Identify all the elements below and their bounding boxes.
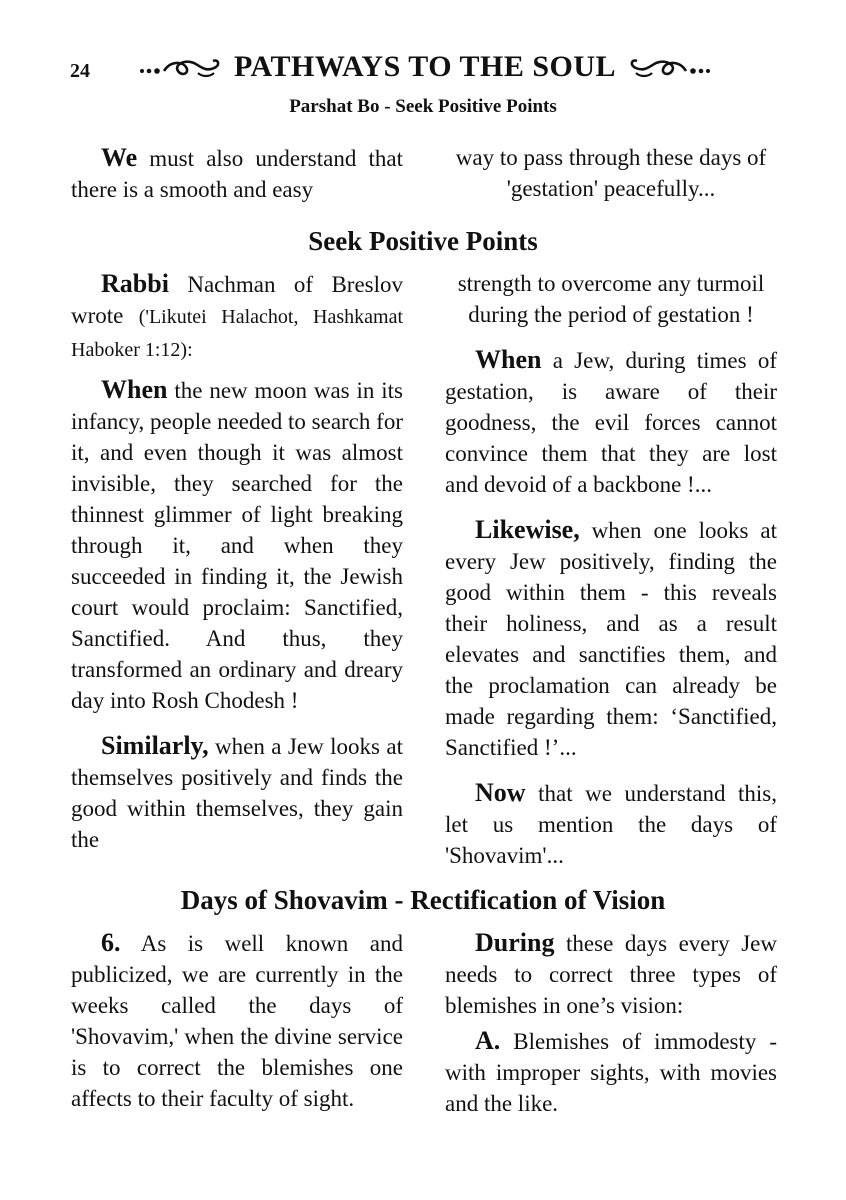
paragraph-similarly (71, 730, 403, 855)
chapter-subtitle: Parshat Bo - Seek Positive Points (289, 96, 557, 117)
lead-word: A. (475, 1026, 501, 1055)
intro-paragraph (71, 142, 403, 205)
paragraph-text: when a Jew looks at themselves positively and finds the good within themselves, they gain the (71, 734, 403, 852)
lead-word: Similarly, (101, 731, 209, 760)
paragraph-text: As is well known and publicized, we are currently in the weeks called the days of 'Shovavim,' when the divine service is to correct the blemishes one affects to their faculty of sight. (71, 931, 403, 1111)
paragraph-text: when one looks at every Jew positively, finding the good within them - this reveals their holiness, and as a result elevates and sanctifies them, and the proclamation can already be made regarding them: ‘Sanctified, Sanctified !’... (445, 518, 777, 760)
lead-word: Now (475, 778, 526, 807)
paragraph-item-6 (71, 927, 403, 1114)
book-title-row (130, 50, 720, 84)
paragraph-text: a Jew, during times of gestation, is aware of their goodness, the evil forces cannot convince them that they are lost and devoid of a backbone !... (445, 348, 777, 497)
page-number: 24 (70, 60, 90, 82)
source-citation: ('Likutei Halachot, Hashkamat Haboker 1:12): (71, 306, 403, 361)
lead-word: 6. (101, 928, 121, 957)
paragraph-during (445, 927, 777, 1021)
paragraph-strength-continued: strength to overcome any turmoil during the period of gestation ! (457, 271, 765, 327)
lead-word: We (101, 143, 138, 172)
paragraph-text: these days every Jew needs to correct three types of blemishes in one’s vision: (445, 931, 777, 1018)
paragraph-text: that we understand this, let us mention the days of 'Shovavim'... (445, 781, 777, 868)
paragraph-text: the new moon was in its infancy, people needed to search for it, and even though it was almost invisible, they searched for the thinnest glimmer of light breaking through it, and when they succeeded in finding it, the Jewish court would proclaim: Sanctified, Sanctified. And thus, they transformed an ordinary and dreary day into Rosh Chodesh ! (71, 378, 403, 713)
scroll-ornament-right-icon (624, 53, 714, 81)
page-header (0, 50, 846, 90)
section1-right-column (445, 268, 777, 885)
section2-left-column (71, 927, 403, 1133)
paragraph-text: Nachman of Breslov wrote (71, 272, 403, 328)
paragraph-now (445, 777, 777, 871)
scroll-ornament-left-icon (136, 53, 226, 81)
paragraph-text: must also understand that there is a smooth and easy (71, 146, 403, 202)
section-heading-seek-positive-points: Seek Positive Points (308, 226, 538, 256)
paragraph-likewise (445, 514, 777, 763)
paragraph-text: Blemishes of immodesty - with improper sights, with movies and the like. (445, 1029, 777, 1116)
lead-word: When (475, 345, 542, 374)
intro-left-column (71, 142, 403, 219)
paragraph-new-moon (71, 374, 403, 716)
section-heading-days-of-shovavim: Days of Shovavim - Rectification of Vision (180, 885, 666, 915)
book-title: PATHWAYS TO THE SOUL (233, 50, 617, 83)
lead-word: During (475, 928, 555, 957)
paragraph-rabbi (71, 268, 403, 366)
lead-word: When (101, 375, 168, 404)
section2-columns (71, 927, 777, 1133)
paragraph-when-jew (445, 344, 777, 500)
intro-paragraph-continued: way to pass through these days of 'gestation' peacefully... (455, 145, 767, 201)
lead-word: Likewise, (475, 515, 580, 544)
section1-columns (71, 268, 777, 885)
section2-right-column (445, 927, 777, 1133)
lead-word: Rabbi (101, 269, 169, 298)
paragraph-item-a (445, 1025, 777, 1119)
intro-right-column (445, 142, 777, 219)
section1-left-column (71, 268, 403, 885)
intro-columns (71, 142, 777, 219)
